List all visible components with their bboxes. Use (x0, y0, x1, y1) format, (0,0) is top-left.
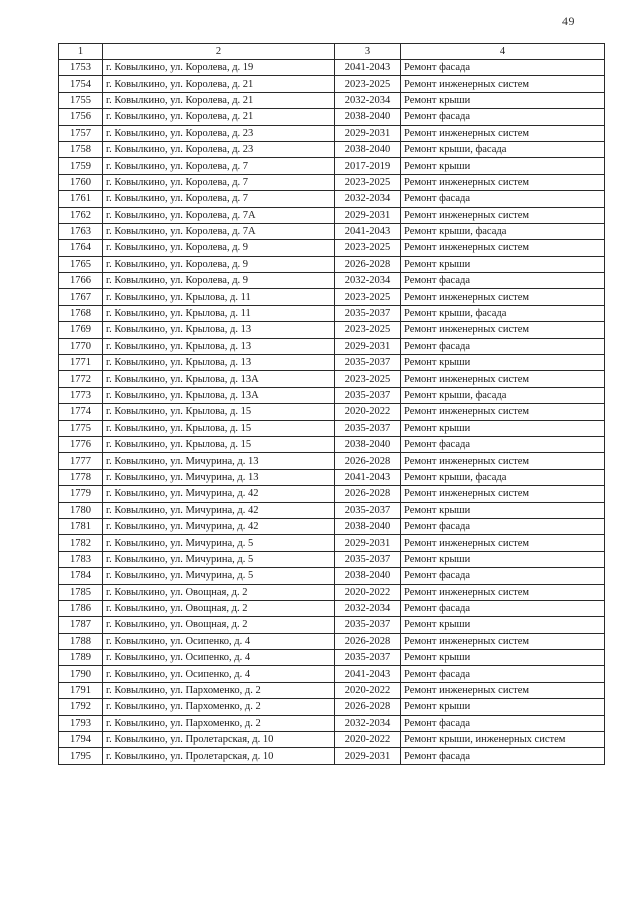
cell-address: г. Ковылкино, ул. Королева, д. 23 (103, 141, 335, 157)
cell-period: 2038-2040 (335, 518, 401, 534)
cell-work-type: Ремонт инженерных систем (401, 633, 605, 649)
cell-row-number: 1776 (59, 436, 103, 452)
cell-work-type: Ремонт фасада (401, 666, 605, 682)
table-row (59, 715, 605, 731)
cell-address: г. Ковылкино, ул. Осипенко, д. 4 (103, 633, 335, 649)
cell-work-type: Ремонт инженерных систем (401, 207, 605, 223)
cell-period: 2032-2034 (335, 273, 401, 289)
cell-work-type: Ремонт крыши, инженерных систем (401, 732, 605, 748)
cell-work-type: Ремонт крыши (401, 502, 605, 518)
cell-work-type: Ремонт фасада (401, 109, 605, 125)
cell-period: 2038-2040 (335, 436, 401, 452)
cell-period: 2023-2025 (335, 371, 401, 387)
cell-address: г. Ковылкино, ул. Крылова, д. 15 (103, 420, 335, 436)
cell-period: 2029-2031 (335, 535, 401, 551)
table-row (59, 371, 605, 387)
cell-work-type: Ремонт фасада (401, 748, 605, 764)
table-row (59, 600, 605, 616)
cell-row-number: 1754 (59, 76, 103, 92)
cell-row-number: 1782 (59, 535, 103, 551)
cell-row-number: 1759 (59, 158, 103, 174)
cell-work-type: Ремонт инженерных систем (401, 240, 605, 256)
cell-row-number: 1763 (59, 223, 103, 239)
cell-period: 2029-2031 (335, 207, 401, 223)
header-cell-number: 1 (59, 44, 103, 60)
table-row (59, 748, 605, 764)
table-row (59, 158, 605, 174)
cell-address: г. Ковылкино, ул. Крылова, д. 11 (103, 289, 335, 305)
table-row (59, 125, 605, 141)
table-row (59, 502, 605, 518)
cell-work-type: Ремонт инженерных систем (401, 76, 605, 92)
cell-address: г. Ковылкино, ул. Королева, д. 7А (103, 207, 335, 223)
cell-work-type: Ремонт инженерных систем (401, 125, 605, 141)
cell-address: г. Ковылкино, ул. Крылова, д. 13А (103, 387, 335, 403)
cell-work-type: Ремонт фасада (401, 191, 605, 207)
cell-work-type: Ремонт крыши (401, 92, 605, 108)
cell-work-type: Ремонт инженерных систем (401, 584, 605, 600)
cell-address: г. Ковылкино, ул. Королева, д. 7 (103, 191, 335, 207)
cell-work-type: Ремонт инженерных систем (401, 371, 605, 387)
cell-address: г. Ковылкино, ул. Пархоменко, д. 2 (103, 682, 335, 698)
cell-address: г. Ковылкино, ул. Королева, д. 21 (103, 76, 335, 92)
cell-row-number: 1787 (59, 617, 103, 633)
cell-row-number: 1762 (59, 207, 103, 223)
cell-address: г. Ковылкино, ул. Королева, д. 21 (103, 109, 335, 125)
table-header (59, 44, 605, 60)
header-cell-address: 2 (103, 44, 335, 60)
cell-work-type: Ремонт крыши, фасада (401, 387, 605, 403)
cell-row-number: 1783 (59, 551, 103, 567)
cell-work-type: Ремонт инженерных систем (401, 404, 605, 420)
cell-row-number: 1757 (59, 125, 103, 141)
cell-address: г. Ковылкино, ул. Королева, д. 9 (103, 256, 335, 272)
cell-period: 2023-2025 (335, 322, 401, 338)
cell-address: г. Ковылкино, ул. Овощная, д. 2 (103, 600, 335, 616)
cell-work-type: Ремонт инженерных систем (401, 535, 605, 551)
cell-row-number: 1758 (59, 141, 103, 157)
cell-period: 2026-2028 (335, 633, 401, 649)
cell-period: 2032-2034 (335, 191, 401, 207)
cell-row-number: 1770 (59, 338, 103, 354)
cell-row-number: 1760 (59, 174, 103, 190)
cell-period: 2020-2022 (335, 732, 401, 748)
cell-work-type: Ремонт фасада (401, 715, 605, 731)
table-row (59, 355, 605, 371)
cell-address: г. Ковылкино, ул. Овощная, д. 2 (103, 617, 335, 633)
table-row (59, 289, 605, 305)
repair-schedule-table (58, 43, 605, 765)
table-row (59, 732, 605, 748)
cell-row-number: 1772 (59, 371, 103, 387)
cell-period: 2023-2025 (335, 76, 401, 92)
cell-work-type: Ремонт фасада (401, 60, 605, 76)
cell-work-type: Ремонт фасада (401, 600, 605, 616)
cell-row-number: 1767 (59, 289, 103, 305)
cell-work-type: Ремонт крыши (401, 551, 605, 567)
cell-row-number: 1769 (59, 322, 103, 338)
cell-period: 2023-2025 (335, 289, 401, 305)
table-row (59, 682, 605, 698)
cell-period: 2041-2043 (335, 60, 401, 76)
cell-address: г. Ковылкино, ул. Мичурина, д. 5 (103, 568, 335, 584)
table-row (59, 387, 605, 403)
cell-address: г. Ковылкино, ул. Мичурина, д. 13 (103, 469, 335, 485)
table-row (59, 617, 605, 633)
cell-row-number: 1780 (59, 502, 103, 518)
table-row (59, 174, 605, 190)
cell-work-type: Ремонт инженерных систем (401, 682, 605, 698)
cell-work-type: Ремонт крыши (401, 158, 605, 174)
cell-row-number: 1795 (59, 748, 103, 764)
table-row (59, 486, 605, 502)
cell-row-number: 1775 (59, 420, 103, 436)
cell-address: г. Ковылкино, ул. Королева, д. 7 (103, 158, 335, 174)
cell-address: г. Ковылкино, ул. Мичурина, д. 5 (103, 535, 335, 551)
cell-row-number: 1765 (59, 256, 103, 272)
cell-row-number: 1794 (59, 732, 103, 748)
cell-work-type: Ремонт крыши, фасада (401, 141, 605, 157)
cell-period: 2035-2037 (335, 420, 401, 436)
header-cell-period: 3 (335, 44, 401, 60)
table-body (59, 60, 605, 765)
cell-period: 2029-2031 (335, 338, 401, 354)
cell-work-type: Ремонт инженерных систем (401, 486, 605, 502)
cell-address: г. Ковылкино, ул. Мичурина, д. 42 (103, 502, 335, 518)
cell-row-number: 1793 (59, 715, 103, 731)
table-row (59, 273, 605, 289)
cell-work-type: Ремонт инженерных систем (401, 453, 605, 469)
cell-work-type: Ремонт крыши (401, 355, 605, 371)
cell-address: г. Ковылкино, ул. Крылова, д. 13 (103, 355, 335, 371)
cell-period: 2026-2028 (335, 453, 401, 469)
cell-row-number: 1791 (59, 682, 103, 698)
cell-period: 2035-2037 (335, 617, 401, 633)
cell-period: 2020-2022 (335, 682, 401, 698)
table-row (59, 109, 605, 125)
cell-work-type: Ремонт фасада (401, 273, 605, 289)
cell-period: 2041-2043 (335, 469, 401, 485)
cell-row-number: 1755 (59, 92, 103, 108)
table-row (59, 420, 605, 436)
cell-row-number: 1779 (59, 486, 103, 502)
cell-period: 2035-2037 (335, 387, 401, 403)
cell-address: г. Ковылкино, ул. Мичурина, д. 5 (103, 551, 335, 567)
cell-row-number: 1753 (59, 60, 103, 76)
cell-work-type: Ремонт крыши (401, 650, 605, 666)
cell-work-type: Ремонт крыши, фасада (401, 305, 605, 321)
header-cell-work-type: 4 (401, 44, 605, 60)
cell-period: 2017-2019 (335, 158, 401, 174)
cell-row-number: 1792 (59, 699, 103, 715)
cell-work-type: Ремонт инженерных систем (401, 174, 605, 190)
cell-row-number: 1781 (59, 518, 103, 534)
cell-work-type: Ремонт инженерных систем (401, 289, 605, 305)
cell-address: г. Ковылкино, ул. Крылова, д. 15 (103, 436, 335, 452)
cell-address: г. Ковылкино, ул. Пархоменко, д. 2 (103, 699, 335, 715)
cell-row-number: 1789 (59, 650, 103, 666)
table-row (59, 338, 605, 354)
cell-row-number: 1784 (59, 568, 103, 584)
cell-period: 2038-2040 (335, 568, 401, 584)
cell-work-type: Ремонт крыши, фасада (401, 223, 605, 239)
cell-row-number: 1788 (59, 633, 103, 649)
cell-row-number: 1761 (59, 191, 103, 207)
cell-work-type: Ремонт фасада (401, 568, 605, 584)
cell-address: г. Ковылкино, ул. Королева, д. 21 (103, 92, 335, 108)
table-row (59, 453, 605, 469)
cell-period: 2035-2037 (335, 502, 401, 518)
cell-period: 2035-2037 (335, 305, 401, 321)
table-row (59, 76, 605, 92)
cell-work-type: Ремонт инженерных систем (401, 322, 605, 338)
table-row (59, 518, 605, 534)
cell-period: 2032-2034 (335, 715, 401, 731)
table-row (59, 322, 605, 338)
cell-address: г. Ковылкино, ул. Мичурина, д. 13 (103, 453, 335, 469)
cell-row-number: 1756 (59, 109, 103, 125)
table-row (59, 404, 605, 420)
cell-address: г. Ковылкино, ул. Мичурина, д. 42 (103, 486, 335, 502)
cell-period: 2038-2040 (335, 141, 401, 157)
table-row (59, 551, 605, 567)
cell-row-number: 1768 (59, 305, 103, 321)
cell-period: 2020-2022 (335, 404, 401, 420)
table-row (59, 191, 605, 207)
cell-address: г. Ковылкино, ул. Крылова, д. 11 (103, 305, 335, 321)
table-row (59, 305, 605, 321)
cell-work-type: Ремонт крыши (401, 256, 605, 272)
table-row (59, 256, 605, 272)
cell-period: 2032-2034 (335, 92, 401, 108)
table-row (59, 699, 605, 715)
cell-period: 2026-2028 (335, 486, 401, 502)
cell-row-number: 1773 (59, 387, 103, 403)
header-row (59, 44, 605, 60)
table-row (59, 223, 605, 239)
table-row (59, 436, 605, 452)
page-number: 49 (562, 14, 575, 28)
table-row (59, 207, 605, 223)
table-row (59, 92, 605, 108)
cell-period: 2041-2043 (335, 666, 401, 682)
table-row (59, 60, 605, 76)
cell-address: г. Ковылкино, ул. Осипенко, д. 4 (103, 650, 335, 666)
cell-period: 2029-2031 (335, 748, 401, 764)
cell-address: г. Ковылкино, ул. Пролетарская, д. 10 (103, 732, 335, 748)
cell-address: г. Ковылкино, ул. Королева, д. 23 (103, 125, 335, 141)
cell-row-number: 1785 (59, 584, 103, 600)
cell-row-number: 1764 (59, 240, 103, 256)
cell-address: г. Ковылкино, ул. Королева, д. 9 (103, 273, 335, 289)
cell-period: 2026-2028 (335, 256, 401, 272)
cell-period: 2032-2034 (335, 600, 401, 616)
cell-row-number: 1771 (59, 355, 103, 371)
cell-work-type: Ремонт крыши (401, 617, 605, 633)
table-row (59, 568, 605, 584)
cell-address: г. Ковылкино, ул. Королева, д. 19 (103, 60, 335, 76)
cell-period: 2023-2025 (335, 240, 401, 256)
cell-work-type: Ремонт крыши, фасада (401, 469, 605, 485)
table-row (59, 633, 605, 649)
cell-work-type: Ремонт крыши (401, 699, 605, 715)
cell-period: 2020-2022 (335, 584, 401, 600)
cell-address: г. Ковылкино, ул. Королева, д. 7 (103, 174, 335, 190)
cell-work-type: Ремонт крыши (401, 420, 605, 436)
cell-period: 2029-2031 (335, 125, 401, 141)
cell-address: г. Ковылкино, ул. Пролетарская, д. 10 (103, 748, 335, 764)
cell-address: г. Ковылкино, ул. Крылова, д. 15 (103, 404, 335, 420)
cell-work-type: Ремонт фасада (401, 518, 605, 534)
cell-period: 2038-2040 (335, 109, 401, 125)
cell-row-number: 1778 (59, 469, 103, 485)
cell-address: г. Ковылкино, ул. Овощная, д. 2 (103, 584, 335, 600)
table-row (59, 141, 605, 157)
cell-row-number: 1774 (59, 404, 103, 420)
cell-period: 2023-2025 (335, 174, 401, 190)
cell-row-number: 1790 (59, 666, 103, 682)
table-row (59, 584, 605, 600)
cell-period: 2041-2043 (335, 223, 401, 239)
table-row (59, 535, 605, 551)
cell-address: г. Ковылкино, ул. Королева, д. 7А (103, 223, 335, 239)
cell-address: г. Ковылкино, ул. Мичурина, д. 42 (103, 518, 335, 534)
cell-address: г. Ковылкино, ул. Крылова, д. 13А (103, 371, 335, 387)
cell-period: 2026-2028 (335, 699, 401, 715)
cell-row-number: 1786 (59, 600, 103, 616)
cell-period: 2035-2037 (335, 650, 401, 666)
cell-address: г. Ковылкино, ул. Крылова, д. 13 (103, 338, 335, 354)
cell-work-type: Ремонт фасада (401, 436, 605, 452)
cell-period: 2035-2037 (335, 355, 401, 371)
cell-address: г. Ковылкино, ул. Королева, д. 9 (103, 240, 335, 256)
cell-address: г. Ковылкино, ул. Осипенко, д. 4 (103, 666, 335, 682)
table-row (59, 469, 605, 485)
table-row (59, 240, 605, 256)
table-row (59, 650, 605, 666)
cell-work-type: Ремонт фасада (401, 338, 605, 354)
cell-address: г. Ковылкино, ул. Крылова, д. 13 (103, 322, 335, 338)
table-row (59, 666, 605, 682)
cell-period: 2035-2037 (335, 551, 401, 567)
cell-row-number: 1777 (59, 453, 103, 469)
cell-address: г. Ковылкино, ул. Пархоменко, д. 2 (103, 715, 335, 731)
cell-row-number: 1766 (59, 273, 103, 289)
